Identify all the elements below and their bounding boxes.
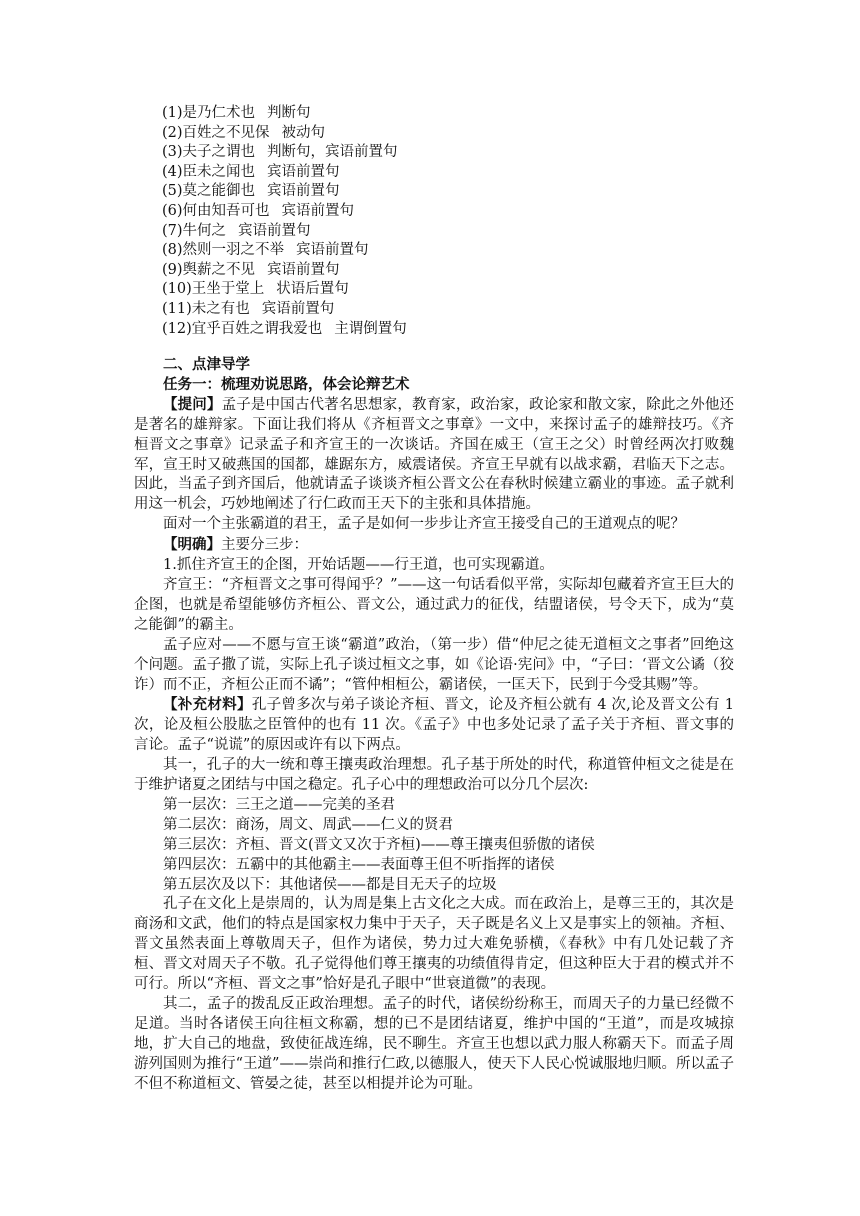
list-type: 宾语前置句 xyxy=(296,242,369,259)
list-type: 被动句 xyxy=(281,124,326,141)
mencius-reply-paragraph: 孟子应对——不愿与宣王谈“霸道”政治，（第一步）借“仲尼之徒无道桓文之事者”回绝这个问题。孟子撒了谎，实际上孔子谈过桓文之事，如《论语·宪问》中，“子曰：‘晋文公谲（狡诈）而不正，齐桓公正而不谲”；“管仲相桓公，霸诸侯，一匡天下，民到于今受其赐”等。 xyxy=(134,636,734,693)
clarify-paragraph xyxy=(134,535,734,556)
clarify-label: 【明确】 xyxy=(163,536,221,554)
question-paragraph xyxy=(134,395,734,515)
list-phrase: (6)何由知吾可也 xyxy=(162,202,270,219)
list-phrase: (2)百姓之不见保 xyxy=(162,124,270,141)
list-type: 宾语前置句 xyxy=(281,202,355,219)
list-phrase: (5)莫之能御也 xyxy=(162,183,256,200)
list-phrase: (4)臣未之闻也 xyxy=(162,163,256,180)
list-type: 宾语前置句 xyxy=(267,183,340,200)
list-type: 状语后置句 xyxy=(276,281,349,298)
list-item xyxy=(162,124,762,144)
list-item xyxy=(162,320,762,340)
list-item xyxy=(162,280,762,300)
list-phrase: (12)宜乎百姓之谓我爱也 xyxy=(162,320,323,337)
level-item: 第五层次及以下：其他诸侯——都是目无天子的垃圾 xyxy=(163,876,497,893)
king-quote-paragraph: 齐宣王：“齐桓晋文之事可得闻乎？”——这一句话看似平常，实际却包藏着齐宣王巨大的企图，也就是希望能够仿齐桓公、晋文公，通过武力的征伐，结盟诸侯，号令天下，成为“莫之能御”的霸主。 xyxy=(134,576,734,633)
list-item xyxy=(162,261,762,281)
list-phrase: (8)然则一羽之不举 xyxy=(162,242,285,259)
list-item xyxy=(162,143,762,163)
level-item: 第三层次：齐桓、晋文(晋文又次于齐桓)——尊王攘夷但骄傲的诸侯 xyxy=(163,836,595,853)
list-type: 宾语前置句 xyxy=(267,261,340,278)
list-item xyxy=(162,300,762,320)
level-item: 第二层次：商汤，周文、周武——仁义的贤君 xyxy=(163,816,453,833)
question-label: 【提问】 xyxy=(163,395,222,413)
list-item xyxy=(162,182,762,202)
list-phrase: (7)牛何之 xyxy=(162,222,227,239)
section-heading: 二、点津导学 xyxy=(163,356,250,373)
list-type: 宾语前置句 xyxy=(238,222,311,239)
list-phrase: (11)未之有也 xyxy=(162,300,250,317)
supplement-label: 【补充材料】 xyxy=(163,696,252,714)
step-one-paragraph: 1.抓住齐宣王的企图，开始话题——行王道，也可实现霸道。 xyxy=(163,557,554,574)
list-type: 判断句，宾语前置句 xyxy=(267,144,398,161)
list-item xyxy=(162,104,762,124)
level-item: 第一层次：三王之道——完美的圣君 xyxy=(163,796,395,813)
question-text: 孟子是中国古代著名思想家，教育家，政治家，政论家和散文家，除此之外他还是著名的雄辩家。下面让我们将从《齐桓晋文之事章》一文中，来探讨孟子的雄辩技巧。《齐桓晋文之事章》记录孟子和齐宣王的一次谈话。齐国在威王（宣王之父）时曾经两次打败魏军，宣王时又破燕国的国都，雄踞东方，威震诸侯。齐宣王早就有以战求霸，君临天下之志。因此，当孟子到齐国后，他就请孟子谈谈齐桓公晋文公在春秋时候建立霸业的事迹。孟子就利用这一机会，巧妙地阐述了行仁政而王天下的主张和具体措施。 xyxy=(134,396,735,513)
clarify-text: 主要分三步： xyxy=(221,537,308,554)
sentence-type-list xyxy=(162,104,762,339)
supplement-paragraph xyxy=(134,695,734,756)
main-content xyxy=(134,355,734,1095)
list-phrase: (9)舆薪之不见 xyxy=(162,261,256,278)
list-item xyxy=(162,163,762,183)
list-type: 宾语前置句 xyxy=(267,163,340,180)
reason-one-paragraph: 其一，孔子的大一统和尊王攘夷政治理想。孔子基于所处的时代，称道管仲桓文之徒是在于维护诸夏之团结与中国之稳定。孔子心中的理想政治可以分几个层次: xyxy=(134,757,734,794)
list-item xyxy=(162,202,762,222)
prompt-paragraph: 面对一个主张霸道的君王，孟子是如何一步步让齐宣王接受自己的王道观点的呢？ xyxy=(163,516,685,533)
task-heading: 任务一：梳理劝说思路，体会论辩艺术 xyxy=(163,375,410,393)
list-type: 主谓倒置句 xyxy=(334,320,407,337)
supplement-text: 孔子曾多次与弟子谈论齐桓、晋文，论及齐桓公就有 4 次,论及晋文公有 1 次，论及桓公股肱之臣管仲的也有 11 次。《孟子》中也多处记录了孟子关于齐桓、晋文事的言论。孟子“说谎”的原因或许有以下两点。 xyxy=(134,697,735,754)
list-type: 判断句 xyxy=(267,105,311,121)
confucius-paragraph: 孔子在文化上是崇周的，认为周是集上古文化之大成。而在政治上，是尊三王的，其次是商汤和文武，他们的特点是国家权力集中于天子，天子既是名义上又是事实上的领袖。齐桓、晋文虽然表面上尊敬周天子，但作为诸侯，势力过大难免骄横，《春秋》中有几处记载了齐桓、晋文对周天子不敬。孔子觉得他们尊王攘夷的功绩值得肯定，但这种臣大于君的模式并不可行。所以“齐桓、晋文之事”恰好是孔子眼中“世衰道微”的表现。 xyxy=(134,896,734,993)
list-item xyxy=(162,222,762,242)
list-type: 宾语前置句 xyxy=(261,300,335,317)
reason-two-paragraph: 其二，孟子的拨乱反正政治理想。孟子的时代，诸侯纷纷称王，而周天子的力量已经微不足道。当时各诸侯王向往桓文称霸，想的已不是团结诸夏，维护中国的“王道”，而是攻城掠地，扩大自己的地盘，致使征战连绵，民不聊生。齐宣王也想以武力服人称霸天下。而孟子周游列国则为推行“王道”——崇尚和推行仁政,以德服人，使天下人民心悦诚服地归顺。所以孟子不但不称道桓文、管晏之徒，甚至以相提并论为可耻。 xyxy=(134,996,734,1092)
list-phrase: (10)王坐于堂上 xyxy=(162,281,265,298)
list-item xyxy=(162,241,762,261)
level-item: 第四层次：五霸中的其他霸主——表面尊王但不听指挥的诸侯 xyxy=(163,856,555,873)
list-phrase: (3)夫子之谓也 xyxy=(162,144,256,161)
list-phrase: (1)是乃仁术也 xyxy=(162,105,256,121)
